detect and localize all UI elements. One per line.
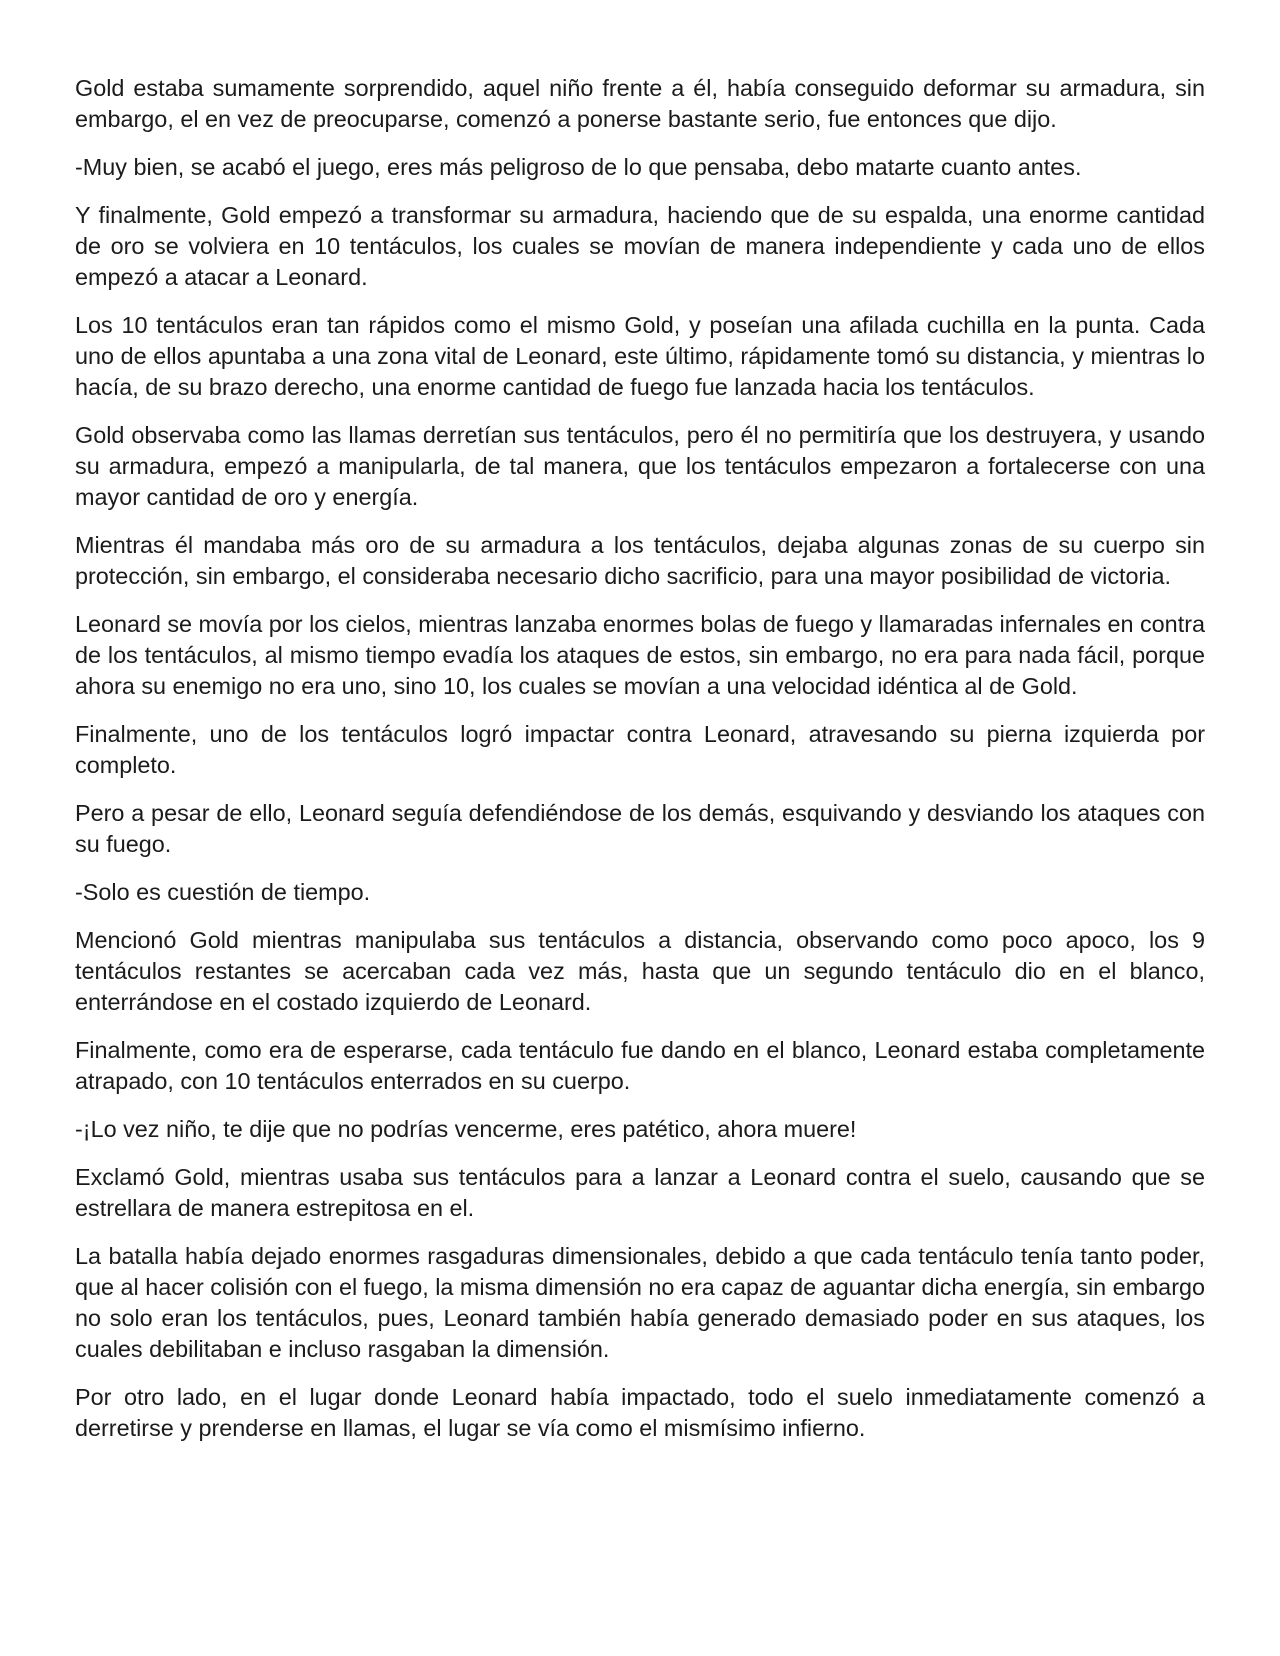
paragraph: Gold observaba como las llamas derretían sus tentáculos, pero él no permitiría que los destruyera, y usando su armadura, empezó a manipularla, de tal manera, que los tentáculos empezaron a fortalecerse con una mayor cantidad de oro y energía. — [75, 422, 1205, 510]
paragraph: Exclamó Gold, mientras usaba sus tentáculos para a lanzar a Leonard contra el suelo, causando que se estrellara de manera estrepitosa en el. — [75, 1164, 1205, 1221]
document-page — [75, 73, 1205, 1461]
paragraph: -Solo es cuestión de tiempo. — [75, 879, 371, 905]
paragraph: -Muy bien, se acabó el juego, eres más peligroso de lo que pensaba, debo matarte cuanto antes. — [75, 154, 1082, 180]
paragraph: Leonard se movía por los cielos, mientras lanzaba enormes bolas de fuego y llamaradas infernales en contra de los tentáculos, al mismo tiempo evadía los ataques de estos, sin embargo, no era para nada fácil, porque ahora su enemigo no era uno, sino 10, los cuales se movían a una velocidad idéntica al de Gold. — [75, 611, 1205, 699]
paragraph: Mientras él mandaba más oro de su armadura a los tentáculos, dejaba algunas zonas de su cuerpo sin protección, sin embargo, el consideraba necesario dicho sacrificio, para una mayor posibilidad de victoria. — [75, 532, 1205, 589]
paragraph: Finalmente, uno de los tentáculos logró impactar contra Leonard, atravesando su pierna izquierda por completo. — [75, 721, 1205, 778]
paragraph: Por otro lado, en el lugar donde Leonard había impactado, todo el suelo inmediatamente comenzó a derretirse y prenderse en llamas, el lugar se vía como el mismísimo infierno. — [75, 1384, 1205, 1441]
paragraph: Y finalmente, Gold empezó a transformar su armadura, haciendo que de su espalda, una enorme cantidad de oro se volviera en 10 tentáculos, los cuales se movían de manera independiente y cada uno de ellos empezó a atacar a Leonard. — [75, 202, 1205, 290]
paragraph: Gold estaba sumamente sorprendido, aquel niño frente a él, había conseguido deformar su armadura, sin embargo, el en vez de preocuparse, comenzó a ponerse bastante serio, fue entonces que dijo. — [75, 75, 1205, 132]
paragraph: Finalmente, como era de esperarse, cada tentáculo fue dando en el blanco, Leonard estaba completamente atrapado, con 10 tentáculos enterrados en su cuerpo. — [75, 1037, 1205, 1094]
paragraph: Pero a pesar de ello, Leonard seguía defendiéndose de los demás, esquivando y desviando los ataques con su fuego. — [75, 800, 1205, 857]
paragraph: -¡Lo vez niño, te dije que no podrías vencerme, eres patético, ahora muere! — [75, 1116, 857, 1142]
paragraph: Mencionó Gold mientras manipulaba sus tentáculos a distancia, observando como poco apoco, los 9 tentáculos restantes se acercaban cada vez más, hasta que un segundo tentáculo dio en el blanco, enterrándose en el costado izquierdo de Leonard. — [75, 927, 1205, 1015]
paragraph: La batalla había dejado enormes rasgaduras dimensionales, debido a que cada tentáculo tenía tanto poder, que al hacer colisión con el fuego, la misma dimensión no era capaz de aguantar dicha energía, sin embargo no solo eran los tentáculos, pues, Leonard también había generado demasiado poder en sus ataques, los cuales debilitaban e incluso rasgaban la dimensión. — [75, 1243, 1205, 1362]
paragraph: Los 10 tentáculos eran tan rápidos como el mismo Gold, y poseían una afilada cuchilla en la punta. Cada uno de ellos apuntaba a una zona vital de Leonard, este último, rápidamente tomó su distancia, y mientras lo hacía, de su brazo derecho, una enorme cantidad de fuego fue lanzada hacia los tentáculos. — [75, 312, 1205, 400]
